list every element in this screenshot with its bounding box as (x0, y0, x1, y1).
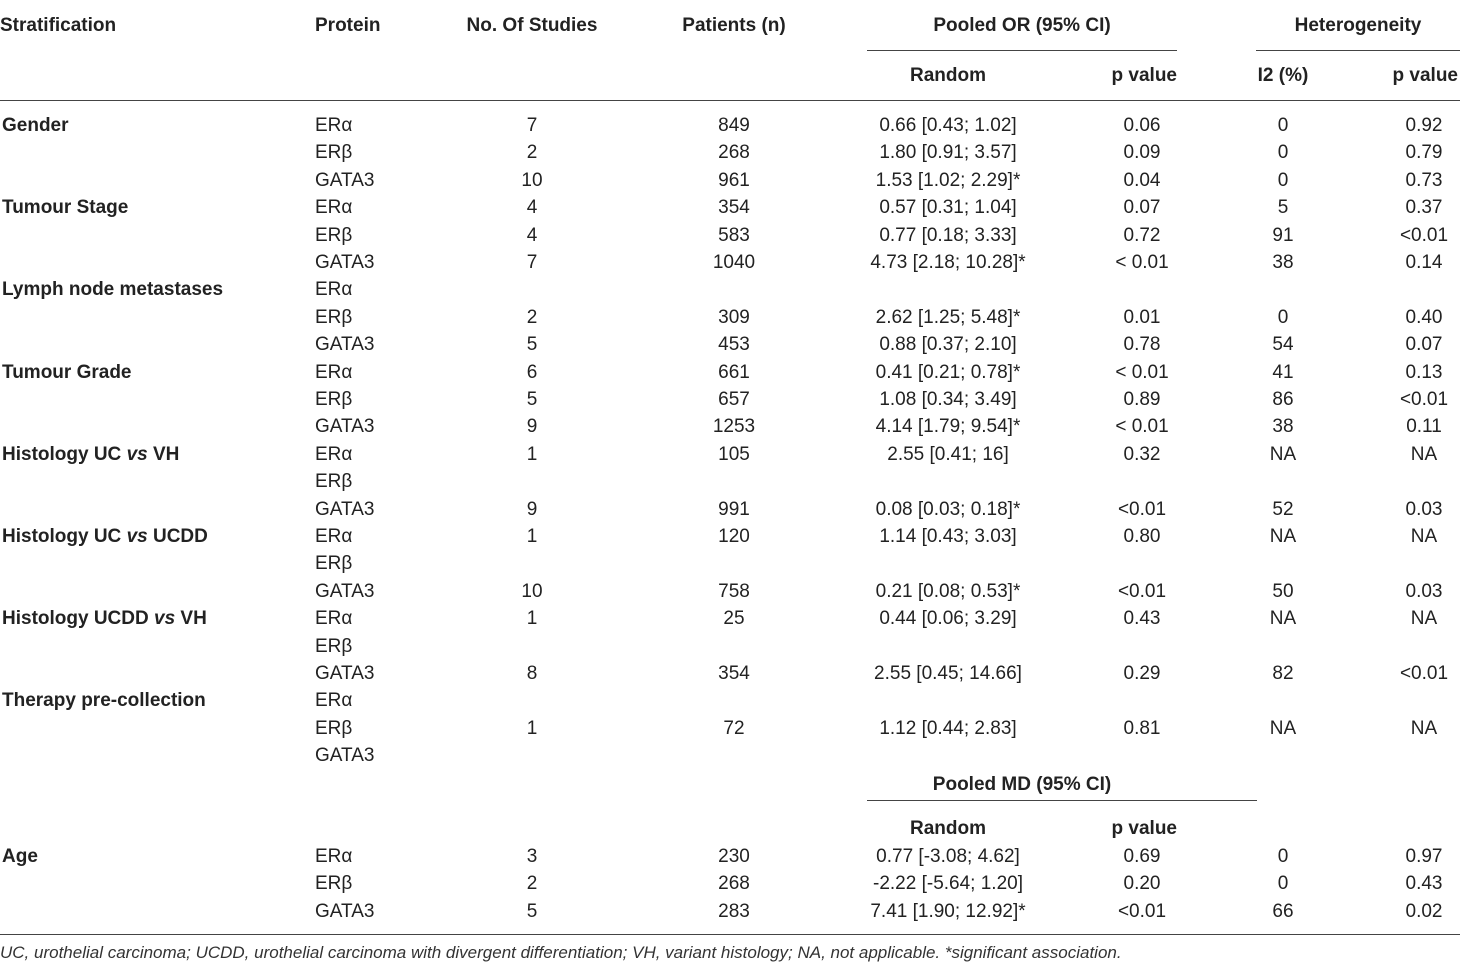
row-patients: 354 (718, 197, 750, 219)
row-i2: 50 (1272, 580, 1294, 602)
row-i2: 41 (1272, 361, 1294, 383)
row-het-pvalue: NA (1410, 608, 1438, 630)
row-het-pvalue: 0.92 (1405, 115, 1443, 136)
row-stratification: Tumour Grade (2, 361, 132, 383)
row-stratification: Histology UC vs UCDD (2, 526, 208, 547)
row-het-pvalue: <0.01 (1399, 389, 1449, 410)
table-bottom-rule (0, 934, 1460, 935)
header-studies: No. Of Studies (466, 15, 598, 36)
row-random-estimate: 2.55 [0.45; 14.66] (874, 663, 1022, 684)
row-protein: GATA3 (315, 900, 375, 922)
row-studies: 2 (526, 142, 538, 164)
row-protein: ERβ (315, 389, 353, 410)
row-het-pvalue: 0.79 (1405, 142, 1443, 164)
header-random: Random (910, 65, 986, 86)
row-pvalue: < 0.01 (1115, 361, 1169, 383)
row-i2: 0 (1277, 169, 1289, 191)
header-pooled-md: Pooled MD (95% CI) (932, 774, 1112, 795)
row-protein: ERβ (315, 306, 353, 328)
row-protein: ERα (315, 526, 353, 547)
row-patients: 309 (718, 306, 750, 328)
row-protein: ERβ (315, 553, 353, 575)
md-group-rule (867, 800, 1257, 801)
row-studies: 10 (521, 580, 543, 602)
row-random-estimate: 0.77 [-3.08; 4.62] (876, 846, 1020, 867)
row-protein: GATA3 (315, 498, 375, 520)
row-random-estimate: 2.55 [0.41; 16] (887, 443, 1009, 465)
or-group-rule (867, 50, 1177, 51)
row-patients: 230 (718, 846, 750, 867)
row-pvalue: 0.80 (1123, 526, 1161, 547)
row-i2: 0 (1277, 115, 1289, 136)
row-studies: 5 (526, 334, 538, 356)
row-i2: 0 (1277, 846, 1289, 867)
row-studies: 1 (526, 608, 538, 630)
row-studies: 4 (526, 197, 538, 219)
row-pvalue: <0.01 (1117, 900, 1167, 922)
row-stratification: Gender (2, 115, 69, 136)
row-pvalue: 0.32 (1123, 443, 1161, 465)
row-random-estimate: 7.41 [1.90; 12.92]* (870, 900, 1026, 922)
row-studies: 8 (526, 663, 538, 684)
header-patients: Patients (n) (682, 15, 786, 36)
row-het-pvalue: 0.11 (1406, 416, 1442, 438)
row-pvalue: <0.01 (1117, 580, 1167, 602)
row-studies: 4 (526, 224, 538, 246)
row-protein: ERβ (315, 142, 353, 164)
header-heterogeneity: Heterogeneity (1294, 15, 1422, 36)
row-random-estimate: 2.62 [1.25; 5.48]* (875, 306, 1021, 328)
row-patients: 453 (718, 334, 750, 356)
row-pvalue: 0.69 (1123, 846, 1161, 867)
row-pvalue: 0.72 (1123, 224, 1161, 246)
row-pvalue: 0.29 (1123, 663, 1161, 684)
row-het-pvalue: NA (1410, 443, 1438, 465)
row-het-pvalue: NA (1410, 717, 1438, 739)
row-stratification: Lymph node metastases (2, 279, 224, 301)
row-random-estimate: 1.12 [0.44; 2.83] (879, 717, 1017, 739)
het-group-rule (1256, 50, 1460, 51)
row-pvalue: 0.01 (1123, 306, 1161, 328)
row-random-estimate: 4.73 [2.18; 10.28]* (870, 252, 1026, 273)
header-pvalue: p value (1111, 65, 1177, 86)
row-random-estimate: 1.53 [1.02; 2.29]* (875, 169, 1021, 191)
header-bottom-rule (0, 100, 1460, 101)
row-random-estimate: 1.14 [0.43; 3.03] (879, 526, 1017, 547)
row-protein: ERα (315, 197, 353, 219)
row-pvalue: 0.06 (1123, 115, 1161, 136)
row-i2: 86 (1272, 389, 1294, 410)
row-studies: 3 (526, 846, 538, 867)
row-het-pvalue: 0.02 (1405, 900, 1443, 922)
row-protein: GATA3 (315, 416, 375, 438)
row-patients: 657 (718, 389, 750, 410)
row-pvalue: 0.89 (1123, 389, 1161, 410)
row-random-estimate: 0.77 [0.18; 3.33] (879, 224, 1017, 246)
row-het-pvalue: 0.07 (1405, 334, 1443, 356)
row-protein: ERα (315, 443, 353, 465)
row-protein: ERβ (315, 635, 353, 657)
row-random-estimate: 0.41 [0.21; 0.78]* (875, 361, 1021, 383)
row-patients: 1040 (712, 252, 756, 273)
row-random-estimate: 0.66 [0.43; 1.02] (879, 115, 1017, 136)
row-i2: 0 (1277, 306, 1289, 328)
row-patients: 583 (718, 224, 750, 246)
row-i2: NA (1269, 608, 1297, 630)
row-random-estimate: 0.21 [0.08; 0.53]* (875, 580, 1021, 602)
row-protein: GATA3 (315, 334, 375, 356)
row-i2: 54 (1272, 334, 1294, 356)
row-stratification: Therapy pre-collection (2, 690, 206, 712)
header-i2: I2 (%) (1257, 65, 1309, 86)
row-pvalue: < 0.01 (1115, 252, 1169, 273)
row-stratification: Tumour Stage (2, 197, 129, 219)
row-protein: GATA3 (315, 745, 375, 767)
row-stratification: Histology UCDD vs VH (2, 608, 207, 630)
row-het-pvalue: 0.03 (1405, 498, 1443, 520)
row-i2: 0 (1277, 142, 1289, 164)
row-patients: 25 (723, 608, 745, 630)
row-patients: 268 (718, 873, 750, 895)
row-pvalue: 0.04 (1123, 169, 1161, 191)
row-protein: ERα (315, 115, 353, 136)
header-pooled-or: Pooled OR (95% CI) (933, 15, 1111, 36)
row-random-estimate: 0.08 [0.03; 0.18]* (875, 498, 1021, 520)
table-footnote: UC, urothelial carcinoma; UCDD, urothelial carcinoma with divergent differentiation; VH, variant histology; NA, not applicable. *significant association. (0, 943, 1122, 962)
row-het-pvalue: NA (1410, 526, 1438, 547)
row-i2: 82 (1272, 663, 1294, 684)
row-het-pvalue: <0.01 (1399, 224, 1449, 246)
row-protein: ERβ (315, 873, 353, 895)
row-i2: 0 (1277, 873, 1289, 895)
row-studies: 9 (526, 498, 538, 520)
row-studies: 7 (526, 252, 538, 273)
row-pvalue: 0.43 (1123, 608, 1161, 630)
row-stratification: Age (2, 846, 38, 867)
row-studies: 1 (526, 443, 538, 465)
row-random-estimate: 0.57 [0.31; 1.04] (879, 197, 1017, 219)
row-studies: 5 (526, 389, 538, 410)
row-het-pvalue: 0.37 (1405, 197, 1443, 219)
row-het-pvalue: 0.97 (1405, 846, 1443, 867)
row-protein: ERα (315, 608, 353, 630)
row-studies: 1 (526, 717, 538, 739)
row-studies: 2 (526, 873, 538, 895)
row-i2: 52 (1272, 498, 1294, 520)
row-protein: GATA3 (315, 169, 375, 191)
row-i2: 38 (1272, 416, 1294, 438)
row-patients: 105 (718, 443, 750, 465)
row-pvalue: <0.01 (1117, 498, 1167, 520)
row-het-pvalue: 0.03 (1405, 580, 1443, 602)
row-het-pvalue: 0.14 (1405, 252, 1443, 273)
row-pvalue: < 0.01 (1115, 416, 1169, 438)
row-protein: GATA3 (315, 252, 375, 273)
row-protein: ERα (315, 361, 353, 383)
row-patients: 120 (718, 526, 750, 547)
row-patients: 268 (718, 142, 750, 164)
row-i2: NA (1269, 717, 1297, 739)
header-stratification: Stratification (0, 15, 117, 36)
row-studies: 1 (526, 526, 538, 547)
row-protein: ERβ (315, 717, 353, 739)
row-studies: 9 (526, 416, 538, 438)
row-i2: 91 (1272, 224, 1294, 246)
row-het-pvalue: 0.40 (1405, 306, 1443, 328)
row-random-estimate: 1.08 [0.34; 3.49] (879, 389, 1017, 410)
row-patients: 758 (718, 580, 750, 602)
row-het-pvalue: 0.43 (1405, 873, 1443, 895)
row-protein: ERα (315, 846, 353, 867)
row-pvalue: 0.09 (1123, 142, 1161, 164)
row-pvalue: 0.78 (1123, 334, 1161, 356)
row-studies: 7 (526, 115, 538, 136)
row-patients: 961 (718, 169, 750, 191)
header-md-pvalue: p value (1111, 818, 1177, 839)
row-patients: 849 (718, 115, 750, 136)
row-protein: ERβ (315, 224, 353, 246)
row-patients: 72 (723, 717, 745, 739)
row-studies: 5 (526, 900, 538, 922)
row-patients: 354 (718, 663, 750, 684)
row-i2: 5 (1277, 197, 1289, 219)
row-het-pvalue: 0.73 (1405, 169, 1443, 191)
header-protein: Protein (315, 15, 381, 36)
row-pvalue: 0.81 (1123, 717, 1161, 739)
row-protein: ERα (315, 279, 353, 301)
row-random-estimate: 0.88 [0.37; 2.10] (879, 334, 1017, 356)
row-studies: 10 (521, 169, 543, 191)
row-protein: GATA3 (315, 663, 375, 684)
row-pvalue: 0.20 (1123, 873, 1161, 895)
row-random-estimate: 4.14 [1.79; 9.54]* (875, 416, 1021, 438)
row-studies: 6 (526, 361, 538, 383)
header-md-random: Random (910, 818, 986, 839)
row-i2: NA (1269, 526, 1297, 547)
row-random-estimate: 0.44 [0.06; 3.29] (879, 608, 1017, 630)
row-patients: 283 (718, 900, 750, 922)
row-protein: ERβ (315, 471, 353, 493)
header-het-pvalue: p value (1392, 65, 1458, 86)
row-het-pvalue: 0.13 (1405, 361, 1443, 383)
row-stratification: Histology UC vs VH (2, 443, 180, 465)
row-protein: ERα (315, 690, 353, 712)
row-pvalue: 0.07 (1123, 197, 1161, 219)
row-i2: 38 (1272, 252, 1294, 273)
row-studies: 2 (526, 306, 538, 328)
row-patients: 661 (718, 361, 750, 383)
row-random-estimate: 1.80 [0.91; 3.57] (879, 142, 1017, 164)
row-het-pvalue: <0.01 (1399, 663, 1449, 684)
row-protein: GATA3 (315, 580, 375, 602)
row-i2: 66 (1272, 900, 1294, 922)
row-i2: NA (1269, 443, 1297, 465)
row-random-estimate: -2.22 [-5.64; 1.20] (873, 873, 1023, 895)
row-patients: 1253 (712, 416, 756, 438)
row-patients: 991 (718, 498, 750, 520)
